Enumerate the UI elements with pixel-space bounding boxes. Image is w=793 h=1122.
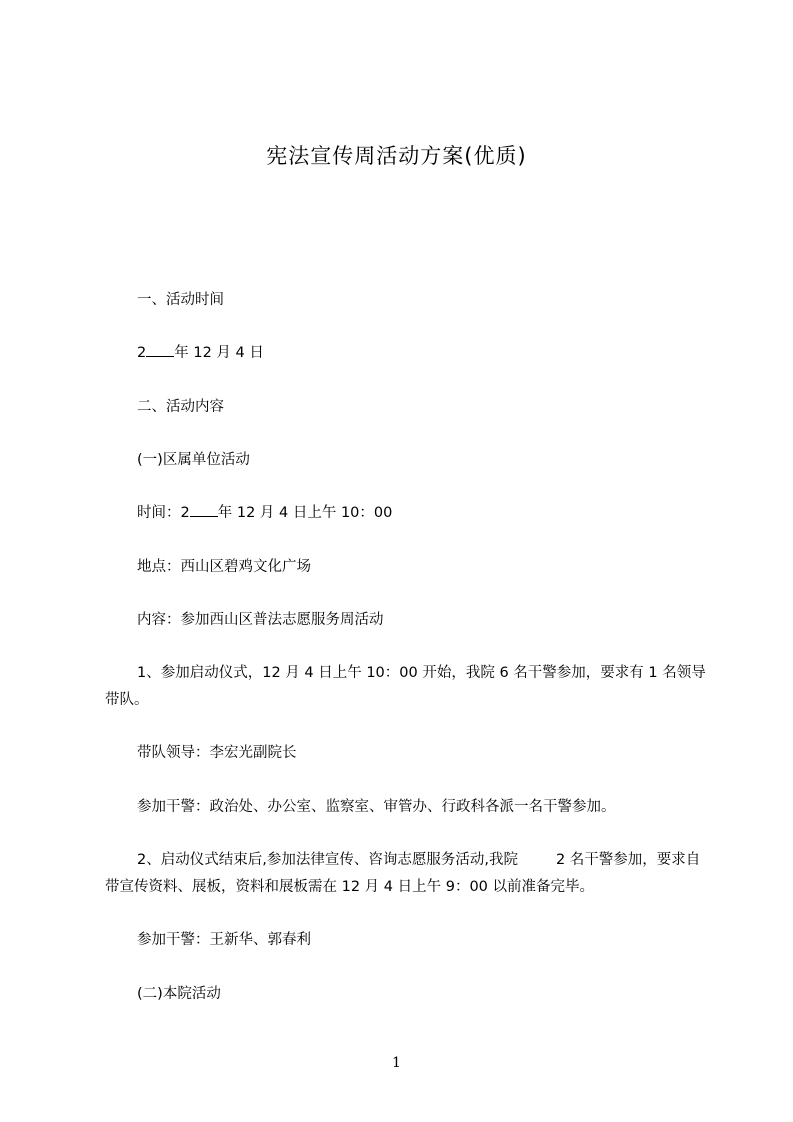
event-time-rest: 年 12 月 4 日上午 10：00 (217, 505, 393, 521)
activity-date (137, 340, 743, 367)
participating-officers-1: 参加干警：政治处、办公室、监察室、审管办、行政科各派一名干警参加。 (137, 799, 616, 815)
subsection-district-units: (一)区属单位活动 (137, 452, 250, 468)
item-2-part-2: 2 名干警参加，要求自带宣传资料、展板，资料和展板需在 12 月 4 日上午 9：00 以前准备完毕。 (105, 852, 701, 895)
team-leader: 带队领导：李宏光副院长 (137, 745, 297, 761)
event-time-prefix: 时间：2 (137, 505, 190, 521)
page-number: 1 (392, 1055, 401, 1071)
activity-date-year-prefix: 2 (137, 345, 147, 361)
year-blank (190, 504, 218, 517)
item-2-legal-publicity (105, 847, 711, 901)
subsection-own-court: (二)本院活动 (137, 986, 221, 1002)
event-time (137, 500, 743, 527)
item-1-launch-ceremony: 1、参加启动仪式，12 月 4 日上午 10：00 开始，我院 6 名干警参加，要求有 1 名领导带队。 (105, 665, 706, 708)
section-heading-activity-time: 一、活动时间 (137, 292, 224, 308)
item-2-part-1: 2、启动仪式结束后,参加法律宣传、咨询志愿服务活动,我院 (137, 852, 518, 868)
section-heading-activity-content: 二、活动内容 (137, 399, 224, 415)
activity-date-rest: 年 12 月 4 日 (174, 345, 264, 361)
participating-officers-2: 参加干警：王新华、郭春利 (137, 932, 311, 948)
event-location: 地点：西山区碧鸡文化广场 (137, 559, 311, 575)
year-blank (146, 344, 174, 357)
document-title: 宪法宣传周活动方案(优质) (266, 144, 527, 168)
event-content: 内容：参加西山区普法志愿服务周活动 (137, 612, 384, 628)
